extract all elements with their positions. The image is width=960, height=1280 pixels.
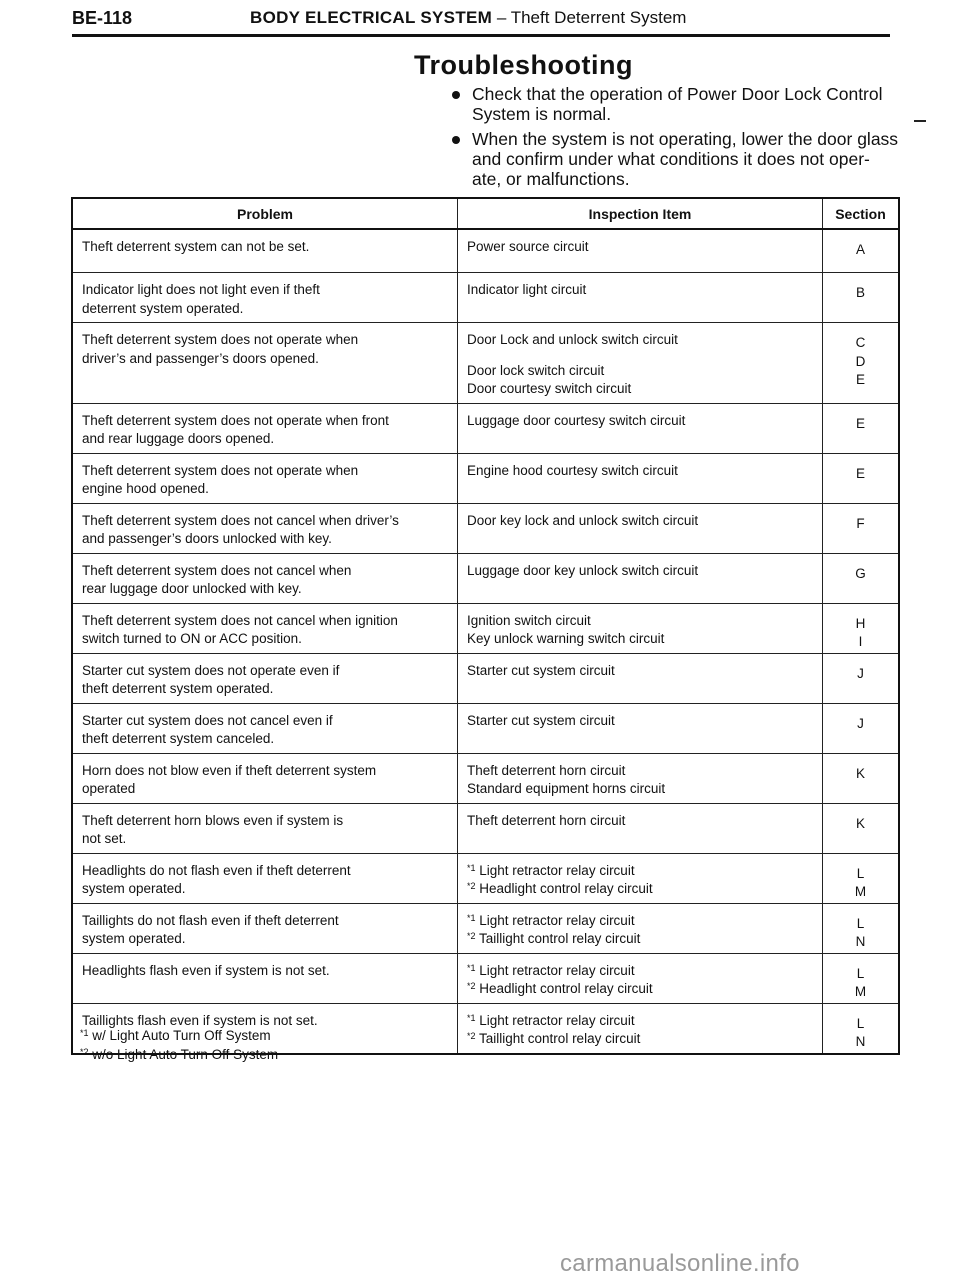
section-cell [823,903,900,953]
table-row [72,953,899,1003]
problem-text: Starter cut system does not operate even if [82,662,340,678]
problem-cell [72,453,458,503]
troubleshooting-table [71,197,900,1055]
bullet-icon [452,136,460,144]
section-code: J [857,715,864,731]
section-cell [823,803,900,853]
section-code: B [855,285,865,300]
problem-text: Theft deterrent system does not operate when [82,462,359,478]
inspection-text: Luggage door courtesy switch circuit [467,412,686,428]
problem-text: Starter cut system does not cancel even if [82,712,333,728]
inspection-cell [458,403,823,453]
section-code: J [857,665,864,681]
margin-mark [914,120,926,122]
inspection-cell [458,229,823,273]
problem-cell [72,229,458,273]
section-code: H [855,615,866,631]
page-title: Troubleshooting [414,50,633,80]
problem-cell [72,753,458,803]
inspection-cell [458,1003,823,1054]
footnote-marker: *1 [80,1028,89,1038]
section-cell [823,553,900,603]
problem-text: Theft deterrent system does not cancel when driver’s [82,512,399,528]
problem-text: system operated. [82,931,186,946]
table-row [72,503,899,553]
problem-text: engine hood opened. [82,481,209,496]
inspection-cell [458,503,823,553]
section-cell [823,503,900,553]
inspection-text: Door Lock and unlock switch circuit [467,332,678,347]
instruction-item [450,129,900,189]
footnote-text: w/o Light Auto Turn Off System [92,1047,279,1062]
section-code: A [855,242,865,257]
section-code: L [856,965,865,981]
problem-cell [72,953,458,1003]
table-row [72,703,899,753]
problem-cell [72,903,458,953]
problem-cell [72,603,458,653]
table-row [72,803,899,853]
problem-cell [72,803,458,853]
problem-text: Headlights flash even if system is not set. [82,962,330,978]
inspection-text: Door courtesy switch circuit [467,381,632,396]
inspection-cell [458,553,823,603]
page-number: BE-118 [72,8,133,28]
section-cell [823,323,900,404]
problem-text: Taillights do not flash even if theft deterrent [82,912,339,928]
section-code: K [855,765,865,781]
table-row [72,323,899,404]
section-title-bold: BODY ELECTRICAL SYSTEM [250,8,493,27]
problem-cell [72,503,458,553]
problem-cell [72,553,458,603]
inspection-text: Luggage door key unlock switch circuit [467,562,699,578]
footnote-marker: *2 [467,1031,476,1041]
table-row [72,553,899,603]
instruction-list [450,84,900,194]
table-row [72,229,899,273]
section-title [250,8,686,28]
bullet-icon [452,91,460,99]
footnote-marker: *1 [467,912,476,923]
problem-text: operated [82,781,136,796]
section-cell [823,703,900,753]
problem-text: rear luggage door unlocked with key. [82,581,302,596]
section-title-rest: – Theft Deterrent System [492,8,687,27]
problem-text: Theft deterrent system does not operate when [82,332,359,347]
instruction-text: Check that the operation of Power Door Lock Control System is normal. [472,84,883,124]
problem-text: Indicator light does not light even if theft [82,282,320,297]
section-cell [823,273,900,323]
section-code: M [854,984,867,999]
inspection-text: $^{*2}$ Taillight control relay circuit [467,931,641,946]
section-code: L [856,1015,865,1031]
footnote [80,1045,278,1064]
table-body [72,229,899,1054]
inspection-text: Door lock switch circuit [467,362,605,378]
problem-text: theft deterrent system canceled. [82,731,275,746]
inspection-text: Indicator light circuit [467,282,587,297]
section-cell [823,603,900,653]
section-cell [823,1003,900,1054]
inspection-cell [458,903,823,953]
problem-text: deterrent system operated. [82,300,244,316]
problem-text: Theft deterrent system can not be set. [82,239,310,254]
inspection-text: $^{*1}$ Light retractor relay circuit [467,1012,635,1028]
table-row [72,753,899,803]
problem-text: Theft deterrent system does not cancel when ignition [82,612,398,628]
section-code: E [855,372,865,387]
problem-text: and passenger’s doors unlocked with key. [82,531,332,546]
inspection-text: Key unlock warning switch circuit [467,631,665,646]
inspection-text: Door key lock and unlock switch circuit [467,512,699,528]
header-inspection-item: Inspection Item [458,198,823,229]
footnote-marker: *2 [80,1047,89,1057]
table-row [72,853,899,903]
problem-text: Taillights flash even if system is not set. [82,1012,318,1028]
page-header [72,6,890,37]
table-row [72,903,899,953]
inspection-text: $^{*1}$ Light retractor relay circuit [467,962,635,978]
problem-text: Headlights do not flash even if theft deterrent [82,862,351,878]
inspection-cell [458,273,823,323]
section-code: L [856,915,865,931]
header-section: Section [823,198,900,229]
footnote-marker: *2 [467,981,476,991]
inspection-text: $^{*1}$ Light retractor relay circuit [467,862,635,878]
section-code: M [854,884,867,899]
section-code: F [856,515,865,531]
section-code: L [856,865,865,881]
inspection-text: $^{*2}$ Headlight control relay circuit [467,881,653,896]
problem-text: driver’s and passenger’s doors opened. [82,350,319,366]
section-cell [823,853,900,903]
inspection-cell [458,853,823,903]
section-code: N [855,1034,866,1049]
footnote-marker: *1 [467,1012,476,1023]
section-code: G [855,565,866,581]
inspection-text: $^{*2}$ Taillight control relay circuit [467,1031,641,1046]
footnote-marker: *1 [467,962,476,973]
problem-text: Theft deterrent system does not cancel when [82,562,352,578]
section-cell [823,229,900,273]
inspection-cell [458,603,823,653]
inspection-text: $^{*2}$ Headlight control relay circuit [467,981,653,996]
instruction-item [450,84,900,124]
section-code: K [855,815,865,831]
problem-text: system operated. [82,881,186,896]
table-row [72,403,899,453]
inspection-text: Standard equipment horns circuit [467,781,666,796]
section-code: E [855,465,865,481]
instruction-text: When the system is not operating, lower the door glass and confirm under what conditions it does not oper- ate, or malfunctions. [472,129,899,189]
problem-text: and rear luggage doors opened. [82,431,275,446]
problem-cell [72,323,458,404]
table-header-row [72,198,899,229]
footnote-marker: *2 [467,931,476,941]
problem-cell [72,403,458,453]
table-row [72,273,899,323]
section-cell [823,753,900,803]
problem-text: Theft deterrent system does not operate when front [82,412,389,428]
problem-cell [72,853,458,903]
line-gap [467,350,814,362]
inspection-cell [458,703,823,753]
footnote-marker: *1 [467,862,476,873]
problem-cell [72,653,458,703]
inspection-text: Starter cut system circuit [467,712,615,728]
problem-cell [72,273,458,323]
footnote [80,1026,278,1045]
section-code: E [855,415,865,431]
table-row [72,603,899,653]
inspection-cell [458,953,823,1003]
inspection-text: Theft deterrent horn circuit [467,812,626,828]
table-row [72,653,899,703]
problem-text: Theft deterrent horn blows even if system is [82,812,344,828]
section-code: C [855,335,866,350]
inspection-cell [458,653,823,703]
table-row [72,453,899,503]
footnote-marker: *2 [467,881,476,891]
section-cell [823,953,900,1003]
problem-text: Horn does not blow even if theft deterrent system [82,762,377,778]
section-cell [823,403,900,453]
inspection-cell [458,753,823,803]
watermark: carmanualsonline.info [560,1250,800,1277]
inspection-text: Power source circuit [467,239,589,254]
section-code: D [855,353,866,369]
section-code: N [855,934,866,949]
inspection-cell [458,453,823,503]
problem-text: switch turned to ON or ACC position. [82,631,302,646]
footnotes [80,1026,278,1064]
header-problem: Problem [72,198,458,229]
inspection-cell [458,803,823,853]
inspection-text: Ignition switch circuit [467,612,591,628]
inspection-cell [458,323,823,404]
inspection-text: Starter cut system circuit [467,662,615,678]
inspection-text: $^{*1}$ Light retractor relay circuit [467,912,635,928]
problem-cell [72,703,458,753]
section-code: I [858,634,863,649]
section-cell [823,653,900,703]
inspection-text: Theft deterrent horn circuit [467,762,626,778]
section-cell [823,453,900,503]
problem-text: not set. [82,831,127,846]
problem-text: theft deterrent system operated. [82,681,274,696]
inspection-text: Engine hood courtesy switch circuit [467,462,678,478]
footnote-text: w/ Light Auto Turn Off System [92,1028,271,1043]
